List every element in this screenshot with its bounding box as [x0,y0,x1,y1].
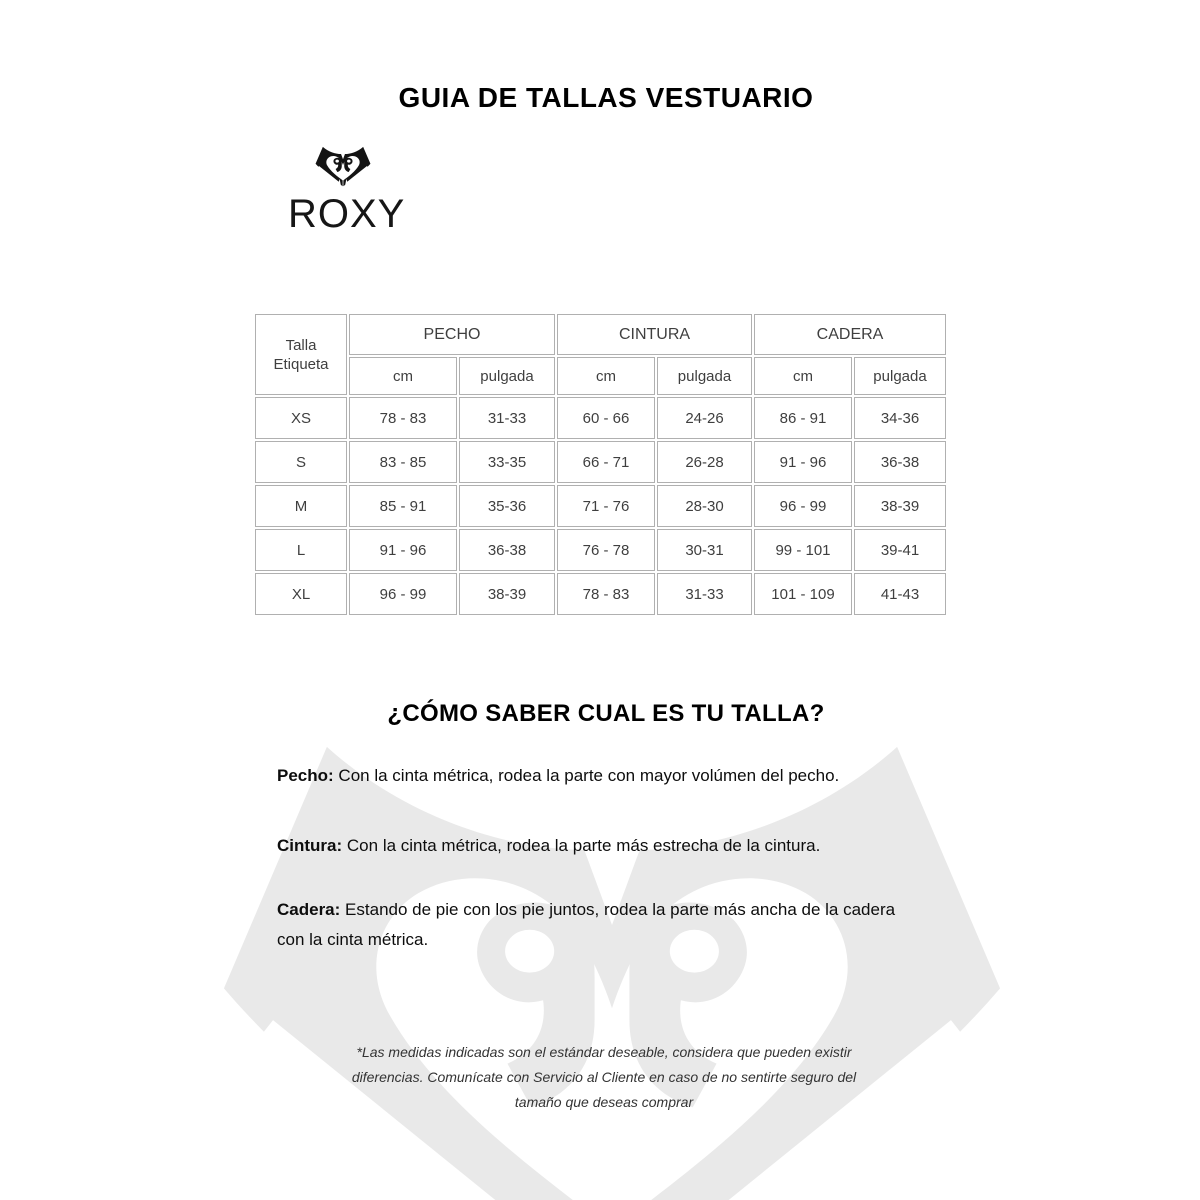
table-row-s [255,441,946,483]
measure-label-cintura: Cintura: [277,836,343,855]
how-to-item-pecho [277,763,977,789]
table-cell: 86 - 91 [754,397,852,439]
measure-text-cintura: Con la cinta métrica, rodea la parte más estrecha de la cintura. [346,836,821,855]
table-cell: 26-28 [657,441,752,483]
unit-header-pecho-pulgada: pulgada [459,357,555,395]
table-cell: 83 - 85 [349,441,457,483]
table-cell: 60 - 66 [557,397,655,439]
brand-wordmark: ROXY [288,192,406,236]
disclaimer [0,1040,1200,1115]
table-cell: 71 - 76 [557,485,655,527]
table-cell: 39-41 [854,529,946,571]
column-header-cadera: CADERA [754,314,946,355]
table-cell: 28-30 [657,485,752,527]
table-row-xl [255,573,946,615]
size-table [253,312,948,617]
table-cell: 41-43 [854,573,946,615]
table-cell: 36-38 [459,529,555,571]
table-cell: 76 - 78 [557,529,655,571]
table-cell: 91 - 96 [754,441,852,483]
table-cell: 38-39 [854,485,946,527]
measure-label-pecho: Pecho: [277,766,334,785]
table-cell: 91 - 96 [349,529,457,571]
roxy-heart-watermark-icon [216,735,1008,1200]
size-label: L [255,529,347,571]
table-row-xs [255,397,946,439]
how-to-item-cadera [277,895,917,955]
table-cell: 99 - 101 [754,529,852,571]
table-cell: 24-26 [657,397,752,439]
table-cell: 96 - 99 [349,573,457,615]
table-cell: 34-36 [854,397,946,439]
table-cell: 96 - 99 [754,485,852,527]
table-row-m [255,485,946,527]
table-header-row-units [255,357,946,395]
table-cell: 35-36 [459,485,555,527]
unit-header-cintura-cm: cm [557,357,655,395]
size-label: S [255,441,347,483]
table-cell: 30-31 [657,529,752,571]
how-to-item-cintura [277,833,977,859]
column-header-cintura: CINTURA [557,314,752,355]
size-label: XS [255,397,347,439]
table-cell: 31-33 [459,397,555,439]
column-header-talla-etiqueta: Talla Etiqueta [255,314,347,395]
unit-header-cintura-pulgada: pulgada [657,357,752,395]
table-cell: 101 - 109 [754,573,852,615]
unit-header-pecho-cm: cm [349,357,457,395]
disclaimer-line: *Las medidas indicadas son el estándar deseable, considera que pueden existir [356,1044,852,1060]
table-cell: 85 - 91 [349,485,457,527]
column-header-pecho: PECHO [349,314,555,355]
table-cell: 33-35 [459,441,555,483]
size-label: XL [255,573,347,615]
disclaimer-line: diferencias. Comunícate con Servicio al Cliente en caso de no sentirte seguro del [351,1069,857,1085]
table-cell: 78 - 83 [349,397,457,439]
size-label: M [255,485,347,527]
disclaimer-line: tamaño que deseas comprar [514,1094,694,1110]
table-header-row-groups [255,314,946,355]
table-cell: 78 - 83 [557,573,655,615]
unit-header-cadera-pulgada: pulgada [854,357,946,395]
measure-text-pecho: Con la cinta métrica, rodea la parte con mayor volúmen del pecho. [338,766,840,785]
table-cell: 66 - 71 [557,441,655,483]
table-cell: 38-39 [459,573,555,615]
table-cell: 31-33 [657,573,752,615]
measure-text-cadera: Estando de pie con los pie juntos, rodea la parte más ancha de la cadera con la cinta métrica. [277,900,896,949]
table-cell: 36-38 [854,441,946,483]
table-row-l [255,529,946,571]
page-title: GUIA DE TALLAS VESTUARIO [398,82,814,113]
roxy-heart-icon [315,146,371,187]
measure-label-cadera: Cadera: [277,900,341,919]
unit-header-cadera-cm: cm [754,357,852,395]
how-to-heading: ¿CÓMO SABER CUAL ES TU TALLA? [387,700,825,727]
